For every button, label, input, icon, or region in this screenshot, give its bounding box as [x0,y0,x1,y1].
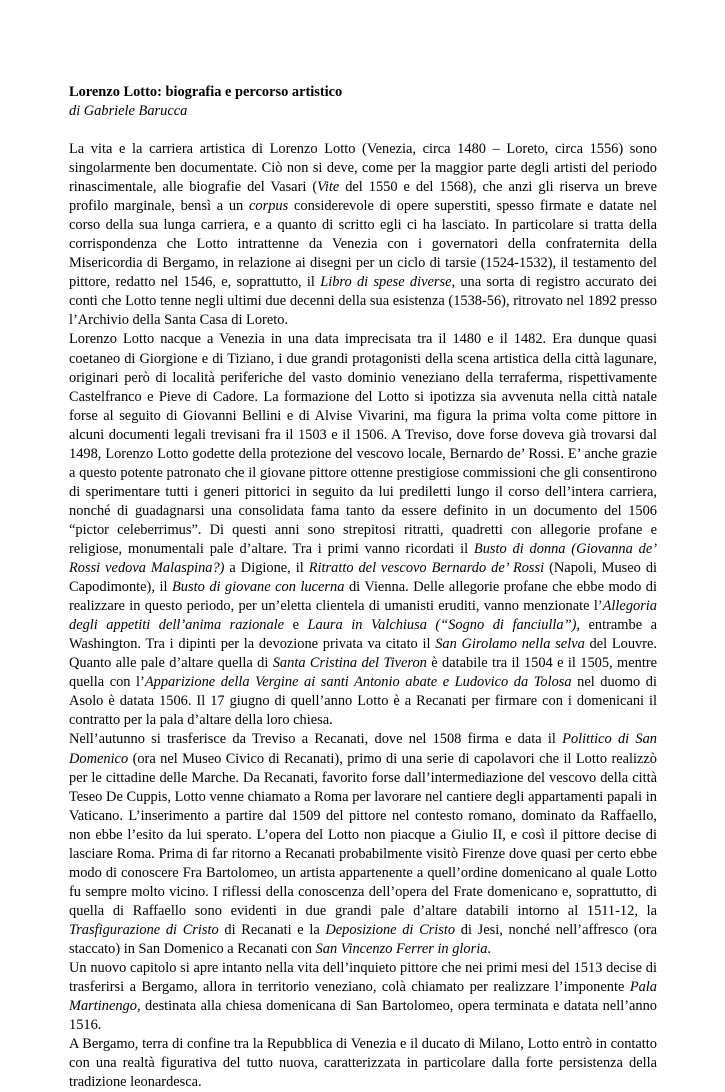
text-run: , entrambe a Washington. Tra i dipinti per la devozione privata va citato il [69,617,658,653]
italic-text-run: Ritratto del vescovo Bernardo de’ Rossi [308,560,545,577]
italic-text-run: San Girolamo nella selva [435,636,585,653]
text-run: del Louvre. Quanto alle pale d’altare quella di [69,636,657,672]
italic-text-run: San Vincenzo Ferrer in gloria [315,940,488,957]
italic-text-run: Allegoria degli appetiti dell’anima razionale [69,598,657,634]
paragraph [69,730,657,959]
text-run: , una sorta di registro accurato dei conti che Lotto tenne negli ultimi due decenni della sua esistenza (1538-56), ritrovato nel 1892 presso l’Archivio della Santa Casa di Loreto. [69,274,657,329]
text-run: (Napoli, Museo di Capodimonte), il [69,560,658,596]
text-run: del 1550 e del 1568), che anzi gli riserva un breve profilo marginale, bensì a un [69,179,657,215]
text-run: nel duomo di Asolo è datata 1506. Il 17 giugno di quell’anno Lotto è a Recanati per firmare con i domenicani il contratto per la pala d’altare della loro chiesa. [69,674,658,729]
italic-text-run: Laura in Valchiusa (“Sogno di fanciulla”) [307,617,577,634]
italic-text-run: corpus [249,198,289,215]
text-run: Lorenzo Lotto nacque a Venezia in una data imprecisata tra il 1480 e il 1482. Era dunque quasi coetaneo di Giorgione e di Tiziano, i due grandi protagonisti della scena artistica della città lagunare, originari però di località periferiche del vasto dominio veneziano della terraferma, rispettivamente Castelfranco e Pieve di Cadore. La formazione del Lotto si ipotizza sia avvenuta nella città natale forse al seguito di Giovanni Bellini e di Alvise Vivarini, ma figura la prima volta come pittore in alcuni documenti legali trevisani fra il 1503 e il 1506. A Treviso, dove forse doveva già trovarsi dal 1498, Lorenzo Lotto godette della protezione del vescovo locale, Bernardo de’ Rossi. E’ anche grazie a questo potente patronato che il giovane pittore ottenne prestigiose commissioni che gli consentirono di sperimentare tutti i generi pittorici in seguito da lui prediletti lungo il corso dell’intera carriera, nonché di guadagnarsi una consolidata fama tanto da essere definito in un documento del 1506 “pictor celeberrimus”. Di questi anni sono strepitosi ritratti, quadretti con allegorie profane e religiose, monumentali pale d’altare. Tra i primi vanno ricordati il [69,331,657,557]
text-run: di Recanati e la [218,921,326,938]
paragraph [69,140,657,330]
italic-text-run: Busto di giovane con lucerna [172,579,345,596]
document-author: di Gabriele Barucca [69,103,188,119]
italic-text-run: Busto di donna (Giovanna de’ Rossi vedova Malaspina?) [69,540,658,577]
text-run: A Bergamo, terra di confine tra la Repubblica di Venezia e il ducato di Milano, Lotto entrò in contatto con una realtà figurativa del tutto nuova, caratterizzata in particolare dalla forte persistenza della tradizione leonardesca. [69,1036,657,1091]
italic-text-run: Apparizione della Vergine ai santi Antonio abate e Ludovico da Tolosa [144,674,572,691]
paragraph [69,1035,657,1092]
text-run: La vita e la carriera artistica di Lorenzo Lotto (Venezia, circa 1480 – Loreto, circa 1556) sono singolarmente ben documentate. Ciò non si deve, come per la maggior parte degli artisti del periodo rinascimentale, alle biografie del Vasari ( [69,141,657,196]
italic-text-run: Santa Cristina del Tiveron [272,655,427,672]
text-run: (ora nel Museo Civico di Recanati), primo di una serie di capolavori che il Lotto realizzò per le cittadine delle Marche. Da Recanati, favorito forse dall’intermediazione del vescovo della città Teseo De Cuppis, Lotto venne chiamato a Roma per lavorare nel cantiere degli appartamenti papali in Vaticano. L’inserimento a partire dal 1509 del pittore nel contesto romano, dominato da Raffaello, non ebbe l’esito da lui sperato. L’opera del Lotto non piacque a Giulio II, e così il pittore decise di lasciare Roma. Prima di far ritorno a Recanati probabilmente visitò Firenze dove quasi per certo ebbe modo di conoscere Fra Bartolomeo, un artista appartenente a quell’ordine domenicano al quale Lotto fu sempre molto vicino. I riflessi della conoscenza dell’opera del Frate domenicano e, soprattutto, di quella di Raffaello sono evidenti in due grandi pale d’altare databili intorno al 1511-12, la [69,750,657,919]
text-run: di Vienna. Delle allegorie profane che ebbe modo di realizzare in questo periodo, per un’eletta clientela di umanisti eruditi, vanno menzionate l’ [69,579,657,615]
italic-text-run: Trasfigurazione di Cristo [69,921,219,938]
text-run: di Jesi, nonché nell’affresco (ora staccato) in San Domenico a Recanati con [69,921,657,957]
text-run: a Digione, il [224,560,309,577]
text-run: considerevole di opere superstiti, spesso firmate e datate nel corso della sua lunga carriera, e a quanto di scritto egli ci ha lasciato. In particolare si tratta della corrispondenza che Lotto intrattenne da Venezia con i governatori della confraternita della Misericordia di Bergamo, in relazione ai disegni per un ciclo di tarsie (1524-1532), il testamento del pittore, redatto nel 1546, e, soprattutto, il [69,198,657,291]
text-run: destinata alla chiesa domenicana di San Bartolomeo, opera terminata e datata nell’anno 1516. [69,998,657,1034]
italic-text-run: Vite [317,179,340,196]
text-run: Un nuovo capitolo si apre intanto nella vita dell’inquieto pittore che nei primi mesi del 1513 decise di trasferirsi a Bergamo, allora in territorio veneziano, colà chiamato per realizzare l’imponente [69,960,657,996]
italic-text-run: Pala Martinengo, [69,979,657,1015]
italic-text-run: Polittico di San Domenico [69,731,658,767]
text-run: . [487,940,492,957]
text-run: è databile tra il 1504 e il 1505, mentre quella con l’ [69,655,657,691]
text-run: Nell’autunno si trasferisce da Treviso a Recanati, dove nel 1508 firma e data il [69,731,563,748]
document-body [69,140,657,1092]
italic-text-run: Deposizione di Cristo [325,921,456,938]
paragraph [69,330,657,730]
document-title: Lorenzo Lotto: biografia e percorso artistico [69,84,343,100]
text-run: e [284,617,308,634]
italic-text-run: Libro di spese diverse [320,274,452,291]
